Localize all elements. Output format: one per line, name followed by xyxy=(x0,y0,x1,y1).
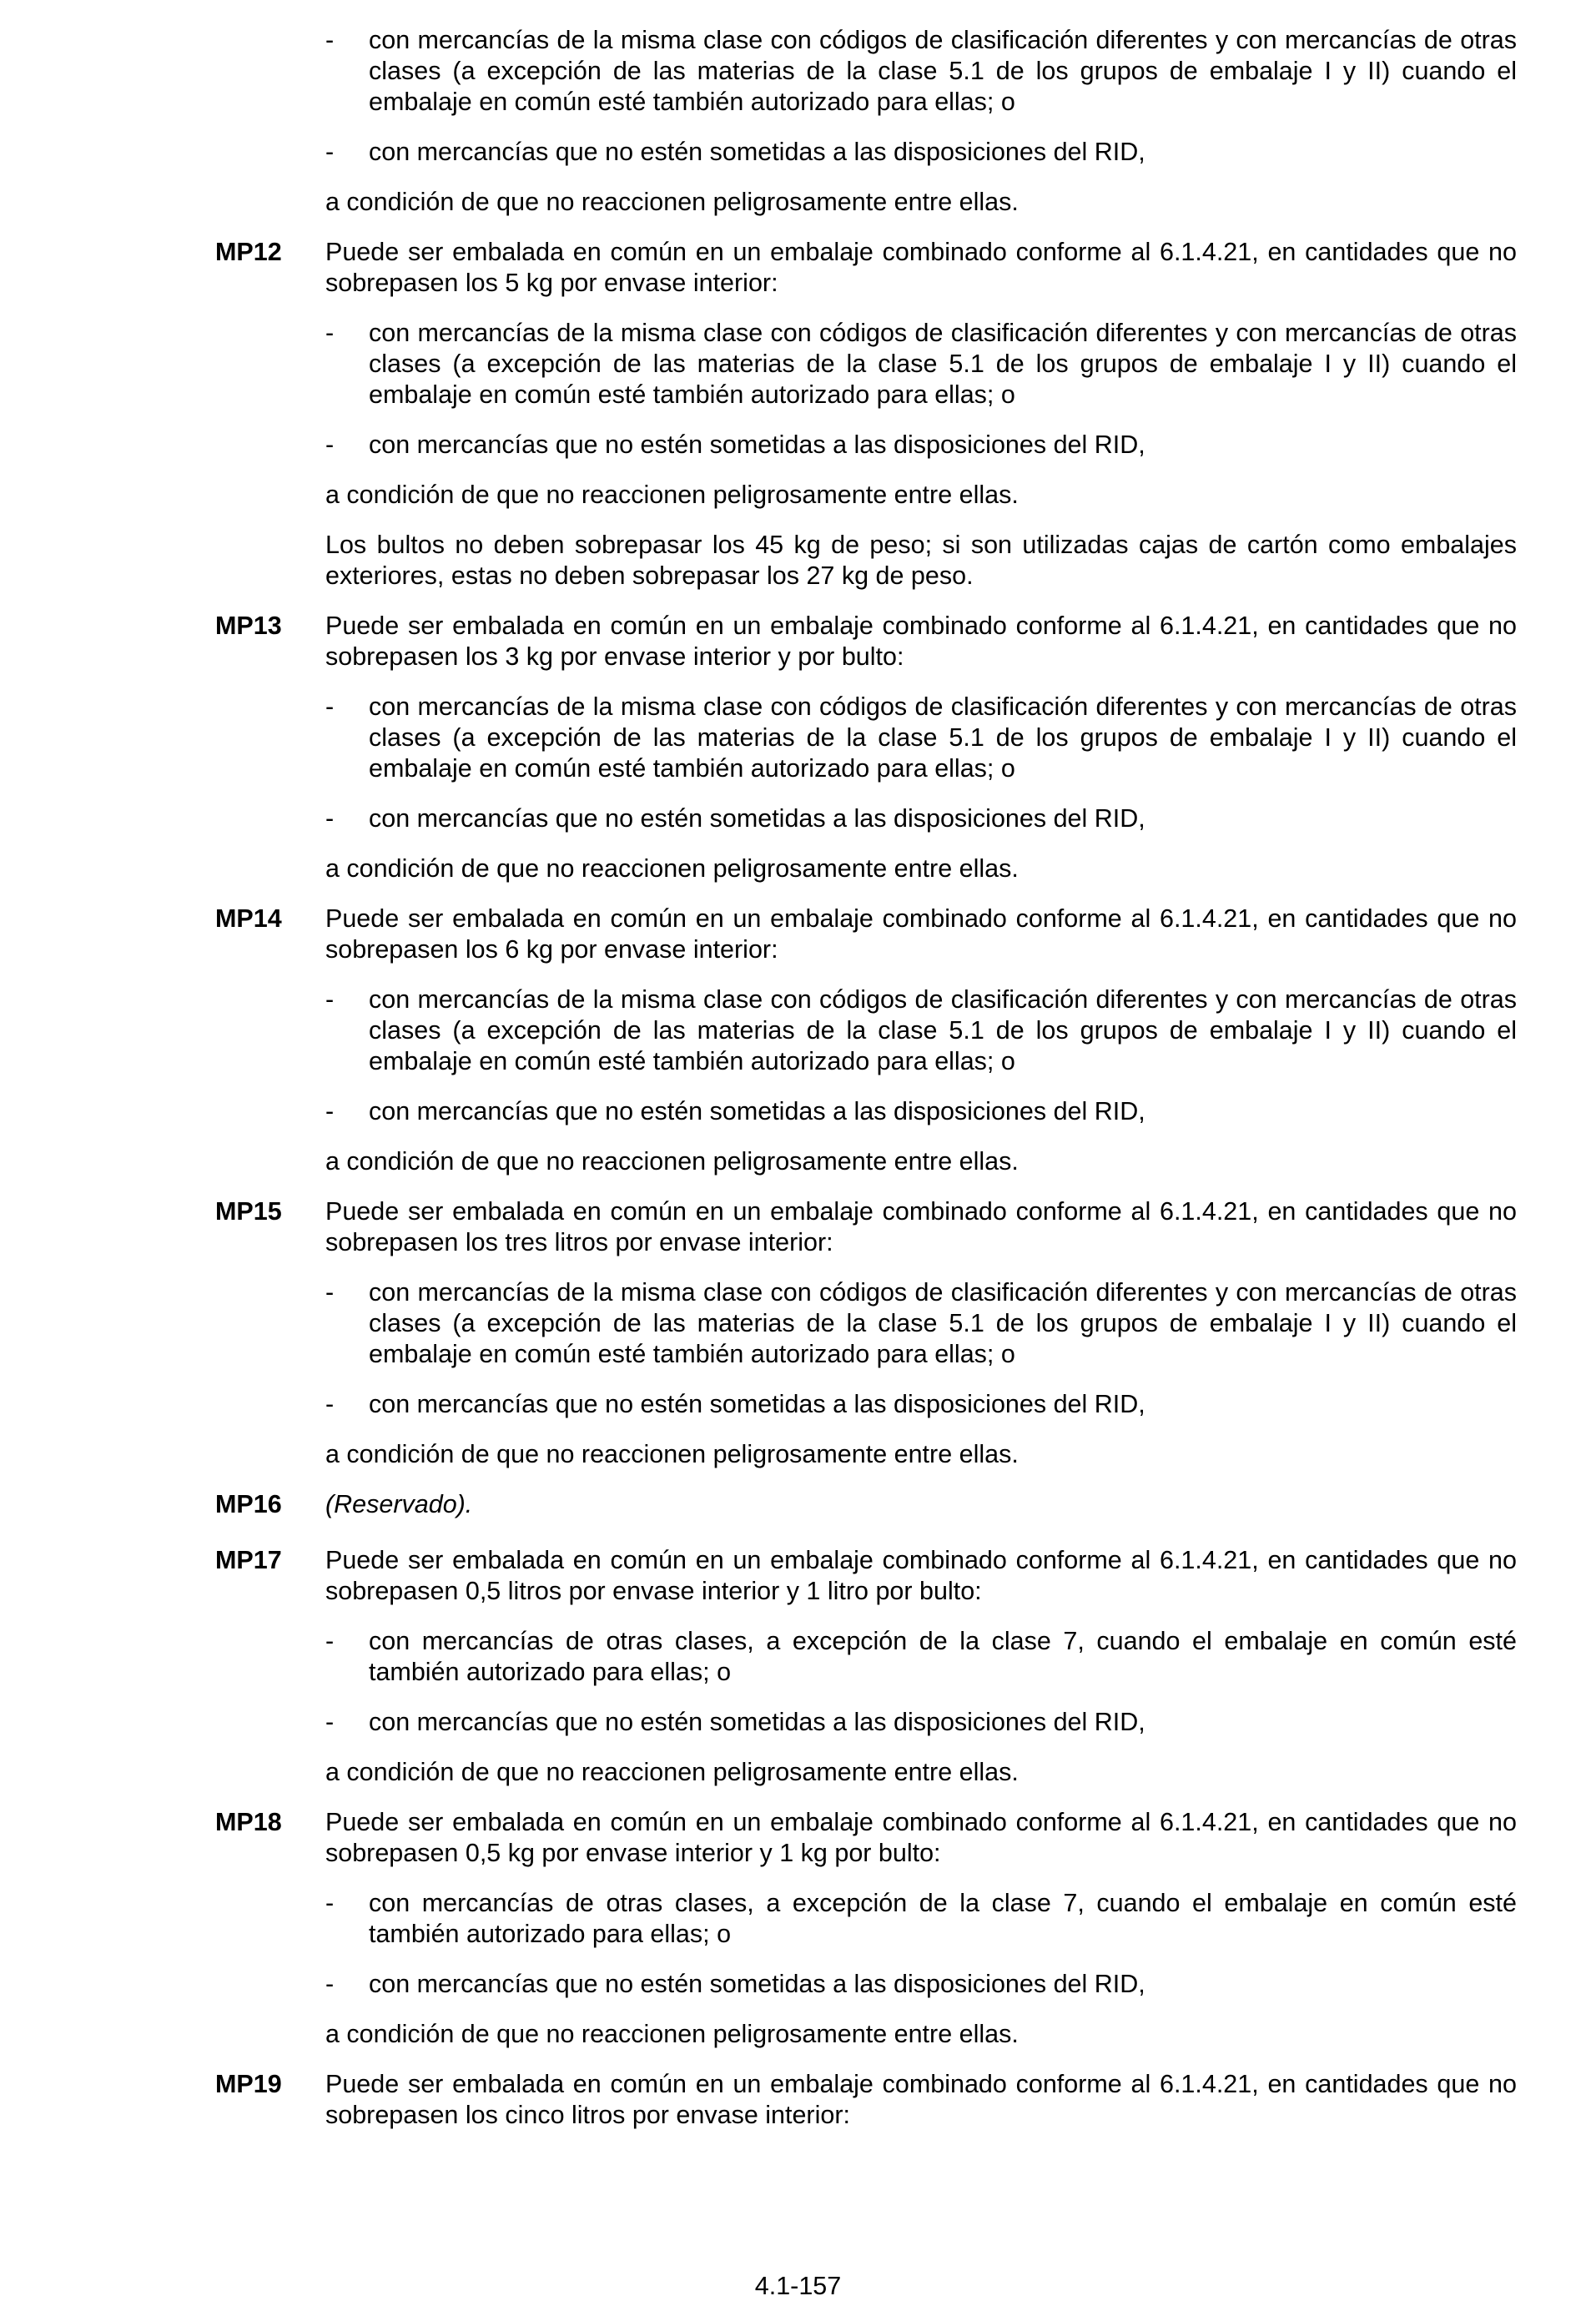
list-item: - con mercancías que no estén sometidas a las disposiciones del RID, xyxy=(325,138,1145,166)
entry-mp15 xyxy=(215,1196,1517,1470)
entry-code: MP16 xyxy=(215,1490,282,1518)
entry-mp12 xyxy=(215,237,1517,592)
reserved-text: (Reservado). xyxy=(325,1490,473,1518)
entry-intro: Puede ser embalada en común en un embalaje combinado conforme al 6.1.4.21, en cantidades que no sobrepasen 0,5 kg por envase interior y 1 kg por bulto: xyxy=(325,1808,1517,1867)
entry-continuation xyxy=(215,25,1517,218)
list-item: - con mercancías de la misma clase con códigos de clasificación diferentes y con mercancías de otras clases (a excepción de las materias de la clase 5.1 de los grupos de embalaje I y II) cuando el embalaje en común esté también autorizado para ellas; o xyxy=(325,692,1517,783)
bullet-dash: - xyxy=(325,319,335,347)
bullet-dash: - xyxy=(325,692,335,721)
entry-mp14 xyxy=(215,904,1517,1177)
list-item: - con mercancías de la misma clase con códigos de clasificación diferentes y con mercancías de otras clases (a excepción de las materias de la clase 5.1 de los grupos de embalaje I y II) cuando el embalaje en común esté también autorizado para ellas; o xyxy=(325,26,1517,116)
entry-code: MP18 xyxy=(215,1808,282,1836)
bullet-dash: - xyxy=(325,26,335,54)
list-item: - con mercancías de otras clases, a excepción de la clase 7, cuando el embalaje en común esté también autorizado para ellas; o xyxy=(325,1889,1517,1948)
entry-mp16 xyxy=(215,1489,1517,1520)
list-item: - con mercancías de la misma clase con códigos de clasificación diferentes y con mercancías de otras clases (a excepción de las materias de la clase 5.1 de los grupos de embalaje I y II) cuando el embalaje en común esté también autorizado para ellas; o xyxy=(325,985,1517,1075)
condition-text: a condición de que no reaccionen peligrosamente entre ellas. xyxy=(325,2020,1019,2048)
condition-text: a condición de que no reaccionen peligrosamente entre ellas. xyxy=(325,188,1019,216)
list-item: - con mercancías que no estén sometidas a las disposiciones del RID, xyxy=(325,1970,1145,1998)
entry-intro: Puede ser embalada en común en un embalaje combinado conforme al 6.1.4.21, en cantidades que no sobrepasen 0,5 litros por envase interior y 1 litro por bulto: xyxy=(325,1546,1517,1605)
entry-intro: Puede ser embalada en común en un embalaje combinado conforme al 6.1.4.21, en cantidades que no sobrepasen los tres litros por envase interior: xyxy=(325,1197,1517,1256)
page-content xyxy=(215,25,1517,2150)
condition-text: a condición de que no reaccionen peligrosamente entre ellas. xyxy=(325,854,1019,883)
list-item: - con mercancías que no estén sometidas a las disposiciones del RID, xyxy=(325,430,1145,459)
entry-mp13 xyxy=(215,611,1517,884)
bullet-dash: - xyxy=(325,430,335,459)
condition-text: a condición de que no reaccionen peligrosamente entre ellas. xyxy=(325,1147,1019,1176)
bullet-dash: - xyxy=(325,1390,335,1418)
entry-code: MP12 xyxy=(215,238,282,266)
list-item: - con mercancías de la misma clase con códigos de clasificación diferentes y con mercancías de otras clases (a excepción de las materias de la clase 5.1 de los grupos de embalaje I y II) cuando el embalaje en común esté también autorizado para ellas; o xyxy=(325,1278,1517,1368)
entry-mp17 xyxy=(215,1545,1517,1788)
entry-code: MP17 xyxy=(215,1546,282,1574)
weight-limit-text: Los bultos no deben sobrepasar los 45 kg de peso; si son utilizadas cajas de cartón como embalajes exteriores, estas no deben sobrepasar los 27 kg de peso. xyxy=(325,531,1517,590)
condition-text: a condición de que no reaccionen peligrosamente entre ellas. xyxy=(325,481,1019,509)
page-number: 4.1-157 xyxy=(754,2272,842,2300)
entry-mp19 xyxy=(215,2069,1517,2131)
list-item: - con mercancías que no estén sometidas a las disposiciones del RID, xyxy=(325,1390,1145,1418)
entry-code: MP14 xyxy=(215,904,282,933)
entry-intro: Puede ser embalada en común en un embalaje combinado conforme al 6.1.4.21, en cantidades que no sobrepasen los 3 kg por envase interior y por bulto: xyxy=(325,612,1517,671)
condition-text: a condición de que no reaccionen peligrosamente entre ellas. xyxy=(325,1440,1019,1468)
list-item: - con mercancías que no estén sometidas a las disposiciones del RID, xyxy=(325,804,1145,833)
entry-mp18 xyxy=(215,1807,1517,2050)
entry-intro: Puede ser embalada en común en un embalaje combinado conforme al 6.1.4.21, en cantidades que no sobrepasen los cinco litros por envase interior: xyxy=(325,2070,1517,2129)
entry-code: MP13 xyxy=(215,612,282,640)
bullet-dash: - xyxy=(325,138,335,166)
bullet-dash: - xyxy=(325,1097,335,1125)
bullet-dash: - xyxy=(325,1278,335,1307)
list-item: - con mercancías de la misma clase con códigos de clasificación diferentes y con mercancías de otras clases (a excepción de las materias de la clase 5.1 de los grupos de embalaje I y II) cuando el embalaje en común esté también autorizado para ellas; o xyxy=(325,319,1517,409)
bullet-dash: - xyxy=(325,804,335,833)
condition-text: a condición de que no reaccionen peligrosamente entre ellas. xyxy=(325,1758,1019,1786)
bullet-dash: - xyxy=(325,1627,335,1655)
bullet-dash: - xyxy=(325,1970,335,1998)
list-item: - con mercancías que no estén sometidas a las disposiciones del RID, xyxy=(325,1708,1145,1736)
entry-code: MP19 xyxy=(215,2070,282,2098)
entry-intro: Puede ser embalada en común en un embalaje combinado conforme al 6.1.4.21, en cantidades que no sobrepasen los 5 kg por envase interior: xyxy=(325,238,1517,297)
list-item: - con mercancías que no estén sometidas a las disposiciones del RID, xyxy=(325,1097,1145,1125)
bullet-dash: - xyxy=(325,985,335,1014)
bullet-dash: - xyxy=(325,1708,335,1736)
entry-intro: Puede ser embalada en común en un embalaje combinado conforme al 6.1.4.21, en cantidades que no sobrepasen los 6 kg por envase interior: xyxy=(325,904,1517,964)
list-item: - con mercancías de otras clases, a excepción de la clase 7, cuando el embalaje en común esté también autorizado para ellas; o xyxy=(325,1627,1517,1686)
entry-code: MP15 xyxy=(215,1197,282,1226)
bullet-dash: - xyxy=(325,1889,335,1917)
